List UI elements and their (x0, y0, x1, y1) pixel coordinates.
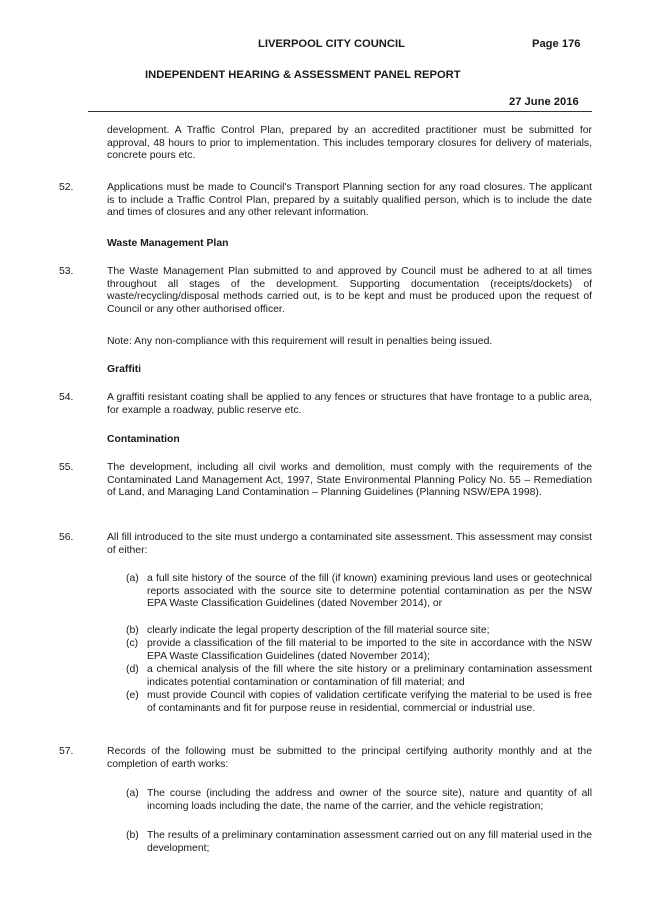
council-name: LIVERPOOL CITY COUNCIL (258, 38, 405, 50)
condition-56-text: All fill introduced to the site must undergo a contaminated site assessment. This assessment may consist of either: (107, 532, 592, 556)
condition-56-item-letter: (c) (126, 638, 139, 649)
condition-52-number: 52. (59, 182, 74, 193)
condition-56-number: 56. (59, 532, 74, 543)
condition-54-number: 54. (59, 392, 74, 403)
heading-waste-management: Waste Management Plan (107, 238, 229, 249)
condition-56-item-letter: (b) (126, 625, 139, 636)
condition-57-item-letter: (a) (126, 788, 139, 799)
condition-53-number: 53. (59, 266, 74, 277)
report-title: INDEPENDENT HEARING & ASSESSMENT PANEL REPORT (145, 69, 461, 81)
page-number: Page 176 (532, 38, 581, 50)
condition-56-item-text: a full site history of the source of the fill (if known) examining previous land uses or geotechnical reports associated with the source site to determine potential contamination as per the NSW EPA Waste Classification Guidelines (dated November 2014), or (147, 573, 592, 610)
condition-56-item-text: provide a classification of the fill material to be imported to the site in accordance with the NSW EPA Waste Classification Guidelines (dated November 2014); (147, 638, 592, 662)
condition-56-item-text: must provide Council with copies of validation certificate verifying the material to be used is free of contaminants and fit for purpose reuse in residential, commercial or industrial use. (147, 690, 592, 714)
condition-57-item-letter: (b) (126, 830, 139, 841)
condition-54-text: A graffiti resistant coating shall be applied to any fences or structures that have frontage to a public area, for example a roadway, public reserve etc. (107, 392, 592, 416)
heading-contamination: Contamination (107, 434, 180, 445)
condition-56-item-text: a chemical analysis of the fill where the site history or a preliminary contamination assessment indicates potential contamination or contamination of fill material; and (147, 664, 592, 688)
condition-56-item-text: clearly indicate the legal property description of the fill material source site; (147, 625, 490, 636)
continued-paragraph: development. A Traffic Control Plan, prepared by an accredited practitioner must be submitted for approval, 48 hours to prior to implementation. This includes temporary closures for delivery of materials, concrete pours etc. (107, 125, 592, 162)
heading-graffiti: Graffiti (107, 364, 142, 375)
condition-57-item-text: The results of a preliminary contamination assessment carried out on any fill material used in the development; (147, 830, 592, 854)
condition-52-text: Applications must be made to Council's Transport Planning section for any road closures. The applicant is to include a Traffic Control Plan, prepared by a suitably qualified person, which is to include the date and times of closures and any other relevant information. (107, 182, 592, 219)
condition-57-number: 57. (59, 746, 74, 757)
condition-57-text: Records of the following must be submitted to the principal certifying authority monthly and at the completion of earth works: (107, 746, 592, 770)
condition-55-text: The development, including all civil works and demolition, must comply with the requirements of the Contaminated Land Management Act, 1997, State Environmental Planning Policy No. 55 – Remediation of Land, and Managing Land Contamination – Planning Guidelines (Planning NSW/EPA 1998). (107, 462, 592, 499)
condition-53-text: The Waste Management Plan submitted to and approved by Council must be adhered to at all times throughout all stages of the development. Supporting documentation (receipts/dockets) of waste/recycling/disposal methods carried out, is to be kept and must be produced upon the request of Council or any other authorised officer. (107, 266, 592, 315)
condition-57-item-text: The course (including the address and owner of the source site), nature and quantity of all incoming loads including the date, the name of the carrier, and the vehicle registration; (147, 788, 592, 812)
report-date: 27 June 2016 (509, 96, 579, 108)
condition-56-item-letter: (e) (126, 690, 139, 701)
condition-55-number: 55. (59, 462, 74, 473)
condition-53-note: Note: Any non-compliance with this requirement will result in penalties being issued. (107, 336, 493, 347)
condition-56-item-letter: (a) (126, 573, 139, 584)
condition-56-item-letter: (d) (126, 664, 139, 675)
header-divider (88, 111, 592, 112)
